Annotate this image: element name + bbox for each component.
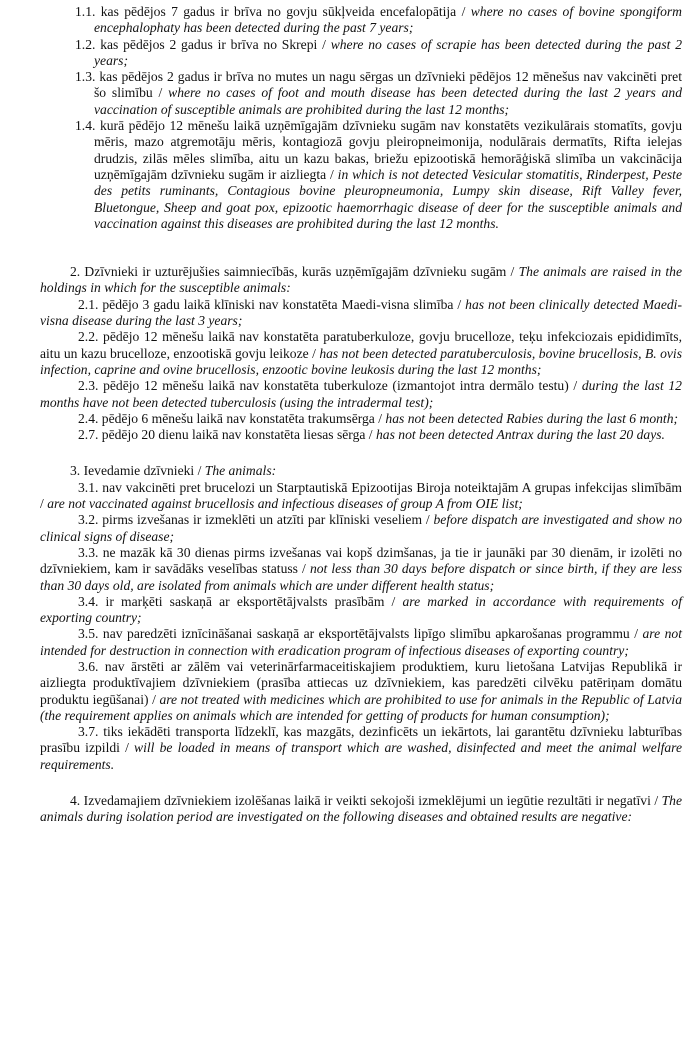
section-4: [40, 793, 682, 826]
section-2-heading: 2. Dzīvnieki ir uzturējušies saimniecībās, kurās uzņēmīgajām dzīvnieku sugām / The animals are raised in the holdings in which for the susceptible animals:: [40, 264, 683, 296]
document-page: [0, 4, 700, 826]
clause-1-1: 1.1. kas pēdējos 7 gadus ir brīva no govju sūkļveida encefalopātija / where no cases of bovine spongiform encephalophaty has been detected during the past 7 years;: [75, 4, 682, 36]
clause-3-3: 3.3. ne mazāk kā 30 dienas pirms izvešanas vai kopš dzimšanas, ja tie ir jaunāki par 30 dienām, ir izolēti no dzīvniekiem, kam ir savādāks veselības statuss / not less than 30 days before dispatch or since birth, if they are less than 30 days old, are isolated from animals which are under different health status;: [40, 544, 682, 593]
clause-2-2: 2.2. pēdējo 12 mēnešu laikā nav konstatēta paratuberkuloze, govju brucelloze, teķu infekciozais epididimīts, aitu un kazu brucelloze, enzootiskā govju leikoze / has not been detected paratuberculosis, bovine brucellosis, B. ovis infection, caprine and ovine brucellosis, enzootic bovine leukosis during the last 12 months;: [40, 329, 682, 377]
clause-1-4: 1.4. kurā pēdējo 12 mēnešu laikā uzņēmīgajām dzīvnieku sugām nav konstatēts vezikulārais stomatīts, govju mēris, mazo atgremotāju mēris, kontagiozā govju pleiropneimonija, nodulārais dermatīts, Rifta ielejas drudzis, zilās mēles slimība, aitu un kazu bakas, briežu epizootiskā hemorāģiskā slimība un vakcinācija uzņēmīgajām dzīvnieku sugām ir aizliegta / in which is not detected Vesicular stomatitis, Rinderpest, Peste des petits ruminants, Contagious bovine pleuropneumonia, Lumpy skin disease, Rift Valley fever, Bluetongue, Sheep and goat pox, epizootic haemorrhagic disease of deer for the susceptible animals and vaccination against this diseases are prohibited during the last 12 months.: [75, 118, 682, 231]
clause-3-7: 3.7. tiks iekādēti transporta līdzeklī, kas mazgāts, dezinficēts un iekārtots, lai garantētu dzīvnieku labturības prasību izpildi / will be loaded in means of transport which are washed, disinfected and meet the animal welfare requirements.: [40, 724, 683, 772]
clause-2-3: 2.3. pēdējo 12 mēnešu laikā nav konstatēta tuberkuloze (izmantojot intra dermālo testu) / during the last 12 months have not been detected tuberculosis (using the intradermal test);: [40, 378, 682, 410]
clause-3-1: 3.1. nav vakcinēti pret brucelozi un Starptautiskā Epizootijas Biroja noteiktajām A grupas infekcijas slimībām / are not vaccinated against brucellosis and infectious diseases of group A from OIE list;: [40, 479, 682, 512]
section-4-heading: 4. Izvedamajiem dzīvniekiem izolēšanas laikā ir veikti sekojoši izmeklējumi un iegūtie rezultāti ir negatīvi / The animals during isolation period are investigated on the following diseases and obtained results are negative:: [40, 793, 682, 825]
section-3: [40, 463, 682, 773]
clause-3-6: 3.6. nav ārstēti ar zālēm vai veterinārfarmaceitiskajiem produktiem, kuru lietošana Latvijas Republikā ir aizliegta produktīvajiem dzīvniekiem (prasība attiecas uz dzīvniekiem, kas paredzēti cilvēku patēriņam domātu produktu iegūšanai) / are not treated with medicines which are prohibited to use for animals in the Republic of Latvia (the requirement applies on animals which are intended for getting of products for human consumption);: [40, 658, 682, 723]
clause-2-1: 2.1. pēdējo 3 gadu laikā klīniski nav konstatēta Maedi-visna slimība / has not been clinically detected Maedi-visna disease during the last 3 years;: [40, 296, 682, 329]
clause-3-5: 3.5. nav paredzēti iznīcināšanai saskaņā ar eksportētājvalsts lipīgo slimību apkarošanas programmu / are not intended for destruction in connection with eradication program of infectious diseases of exporting country;: [40, 626, 682, 658]
clause-1-3: 1.3. kas pēdējos 2 gadus ir brīva no mutes un nagu sērgas un dzīvnieki pēdējos 12 mēnešus nav vakcinēti pret šo slimību / where no cases of foot and mouth disease has been detected during the last 2 years and vaccination of susceptible animals are prohibited during the last 12 months;: [75, 69, 682, 117]
clause-2-4: 2.4. pēdējo 6 mēnešu laikā nav konstatēta trakumsērga / has not been detected Rabies during the last 6 month;: [78, 410, 679, 426]
clause-1-2: 1.2. kas pēdējos 2 gadus ir brīva no Skrepi / where no cases of scrapie has been detected during the past 2 years;: [75, 36, 682, 68]
section-1-list: [75, 4, 682, 232]
clause-3-2: 3.2. pirms izvešanas ir izmeklēti un atzīti par klīniski veseliem / before dispatch are investigated and show no clinical signs of disease;: [40, 512, 683, 544]
clause-3-4: 3.4. ir marķēti saskaņā ar eksportētājvalsts prasībām / are marked in accordance with requirements of exporting country;: [40, 593, 682, 626]
section-2: [40, 264, 682, 443]
section-3-heading: 3. Ievedamie dzīvnieki / The animals:: [70, 463, 277, 479]
clause-2-7: 2.7. pēdējo 20 dienu laikā nav konstatēta liesas sērga / has not been detected Antrax during the last 20 days.: [78, 427, 665, 443]
